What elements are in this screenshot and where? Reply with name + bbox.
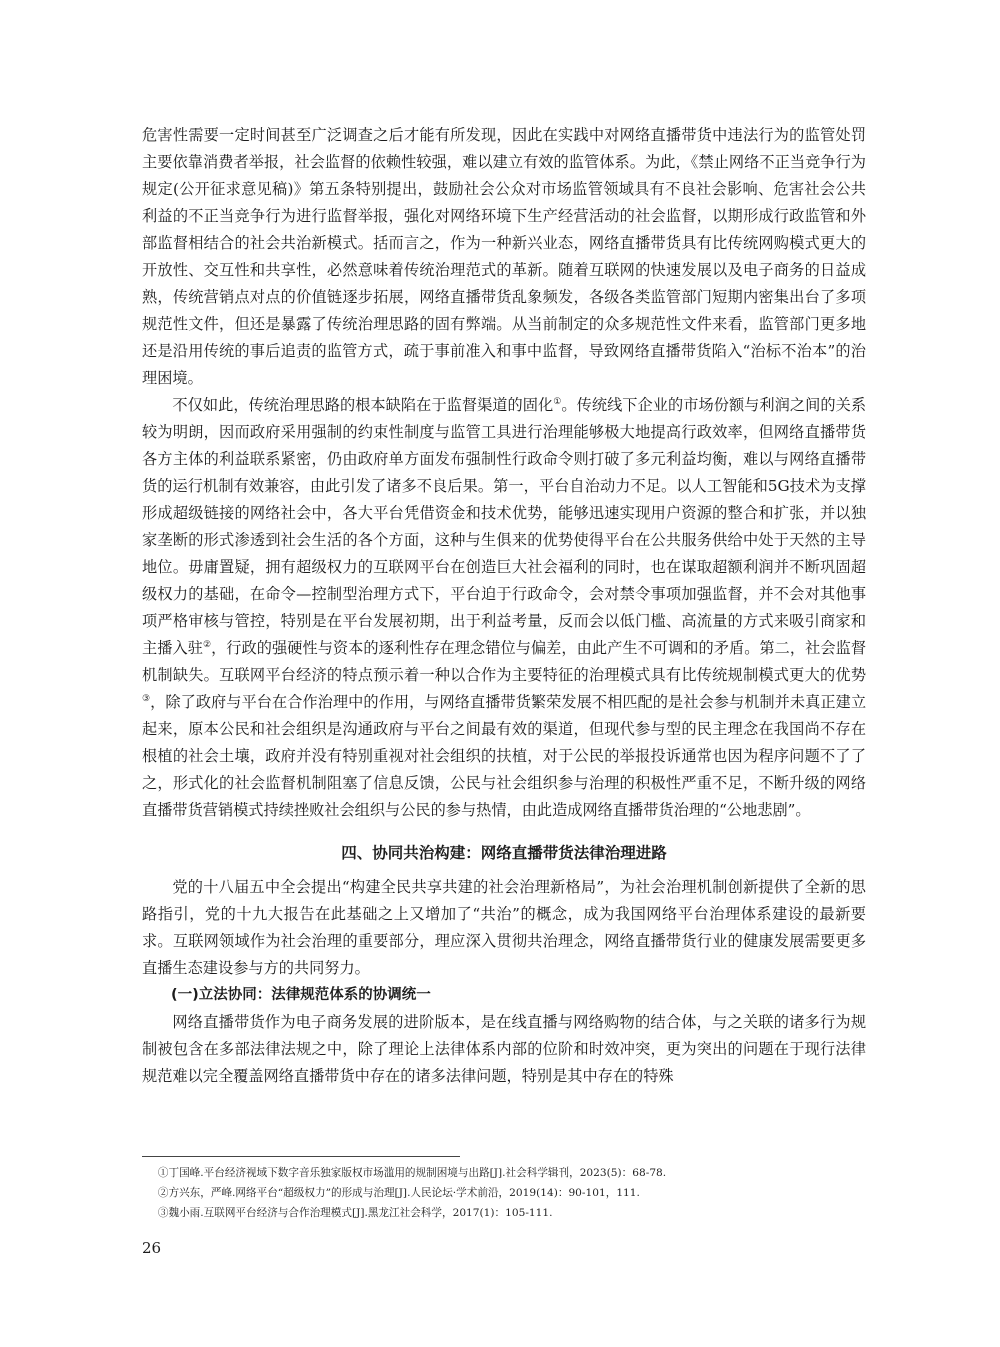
footnote-ref-2[interactable]: ②	[202, 640, 212, 650]
footnote-1: ①丁国峰.平台经济视域下数字音乐独家版权市场滥用的规制困境与出路[J].社会科学辑刊，2023(5)：68-78.	[157, 1167, 667, 1179]
text-run: 。传统线下企业的市场份额与利润之间的关系较为明朗，因而政府采用强制的约束性制度与监管工具进行治理能够极大地提高行政效率，但网络直播带货各方主体的利益联系紧密，仍由政府单方面发布强制性行政命令则打破了多元利益均衡，难以与网络直播带货的运行机制有效兼容，由此引发了诸多不良后果。第一，平台自治动力不足。以人工智能和5G技术为支撑形成超级链接的网络社会中，各大平台凭借资金和技术优势，能够迅速实现用户资源的整合和扩张，并以独家垄断的形式渗透到社会生活的各个方面，这种与生俱来的优势使得平台在公共服务供给中处于天然的主导地位。毋庸置疑，拥有超级权力的互联网平台在创造巨大社会福利的同时，也在谋取超额利润并不断巩固超级权力的基础，在命令—控制型治理方式下，平台迫于行政命令，会对禁令事项加强监督，并不会对其他事项严格审核与管控，特别是在平台发展初期，出于利益考量，反而会以低门槛、高流量的方式来吸引商家和主播入驻	[142, 396, 867, 657]
body-paragraph: 党的十八届五中全会提出“构建全民共享共建的社会治理新格局”，为社会治理机制创新提供了全新的思路指引，党的十九大报告在此基础之上又增加了“共治”的概念，成为我国网络平台治理体系建设的最新要求。互联网领域作为社会治理的重要部分，理应深入贯彻共治理念，网络直播带货行业的健康发展需要更多直播生态建设参与方的共同努力。	[142, 878, 866, 977]
footnote-3: ③魏小雨.互联网平台经济与合作治理模式[J].黑龙江社会科学，2017(1)：105-111.	[157, 1207, 553, 1219]
body-paragraph	[142, 392, 866, 824]
text-run: ，除了政府与平台在合作治理中的作用，与网络直播带货繁荣发展不相匹配的是社会参与机制并未真正建立起来，原本公民和社会组织是沟通政府与平台之间最有效的渠道，但现代参与型的民主理念在我国尚不存在根植的社会土壤，政府并没有特别重视对社会组织的扶植，对于公民的举报投诉通常也因为程序问题不了了之，形式化的社会监督机制阻塞了信息反馈，公民与社会组织参与治理的积极性严重不足，不断升级的网络直播带货营销模式持续挫败社会组织与公民的参与热情，由此造成网络直播带货治理的“公地悲剧”。	[142, 693, 867, 819]
body-text	[142, 122, 866, 1090]
body-paragraph: 网络直播带货作为电子商务发展的进阶版本，是在线直播与网络购物的结合体，与之关联的诸多行为规制被包含在多部法律法规之中，除了理论上法律体系内部的位阶和时效冲突，更为突出的问题在于现行法律规范难以完全覆盖网络直播带货中存在的诸多法律问题，特别是其中存在的特殊	[142, 1013, 866, 1085]
footnote-2: ②方兴东，严峰.网络平台“超级权力”的形成与治理[J].人民论坛·学术前沿，2019(14)：90-101，111.	[157, 1187, 640, 1199]
footnote-divider	[142, 1156, 460, 1157]
footnotes	[142, 1163, 866, 1223]
subsection-heading: (一)立法协同：法律规范体系的协调统一	[171, 987, 431, 1003]
section-heading: 四、协同共治构建：网络直播带货法律治理进路	[341, 844, 667, 862]
footnote-ref-3[interactable]: ③	[142, 694, 151, 704]
text-run: ，行政的强硬性与资本的逐利性存在理念错位与偏差，由此产生不可调和的矛盾。第二，社会监督机制缺失。互联网平台经济的特点预示着一种以合作为主要特征的治理模式具有比传统规制模式更大的优势	[142, 639, 867, 684]
text-run: 不仅如此，传统治理思路的根本缺陷在于监督渠道的固化	[172, 396, 554, 414]
body-paragraph: 危害性需要一定时间甚至广泛调查之后才能有所发现，因此在实践中对网络直播带货中违法行为的监管处罚主要依靠消费者举报，社会监督的依赖性较强，难以建立有效的监管体系。为此，《禁止网络不正当竞争行为规定(公开征求意见稿)》第五条特别提出，鼓励社会公众对市场监管领域具有不良社会影响、危害社会公共利益的不正当竞争行为进行监督举报，强化对网络环境下生产经营活动的社会监督，以期形成行政监管和外部监督相结合的社会共治新模式。括而言之，作为一种新兴业态，网络直播带货具有比传统网购模式更大的开放性、交互性和共享性，必然意味着传统治理范式的革新。随着互联网的快速发展以及电子商务的日益成熟，传统营销点对点的价值链逐步拓展，网络直播带货乱象频发，各级各类监管部门短期内密集出台了多项规范性文件，但还是暴露了传统治理思路的固有弊端。从当前制定的众多规范性文件来看，监管部门更多地还是沿用传统的事后追责的监管方式，疏于事前准入和事中监督，导致网络直播带货陷入“治标不治本”的治理困境。	[142, 126, 866, 387]
footnote-ref-1[interactable]: ①	[553, 397, 562, 407]
page-number: 26	[142, 1239, 162, 1257]
